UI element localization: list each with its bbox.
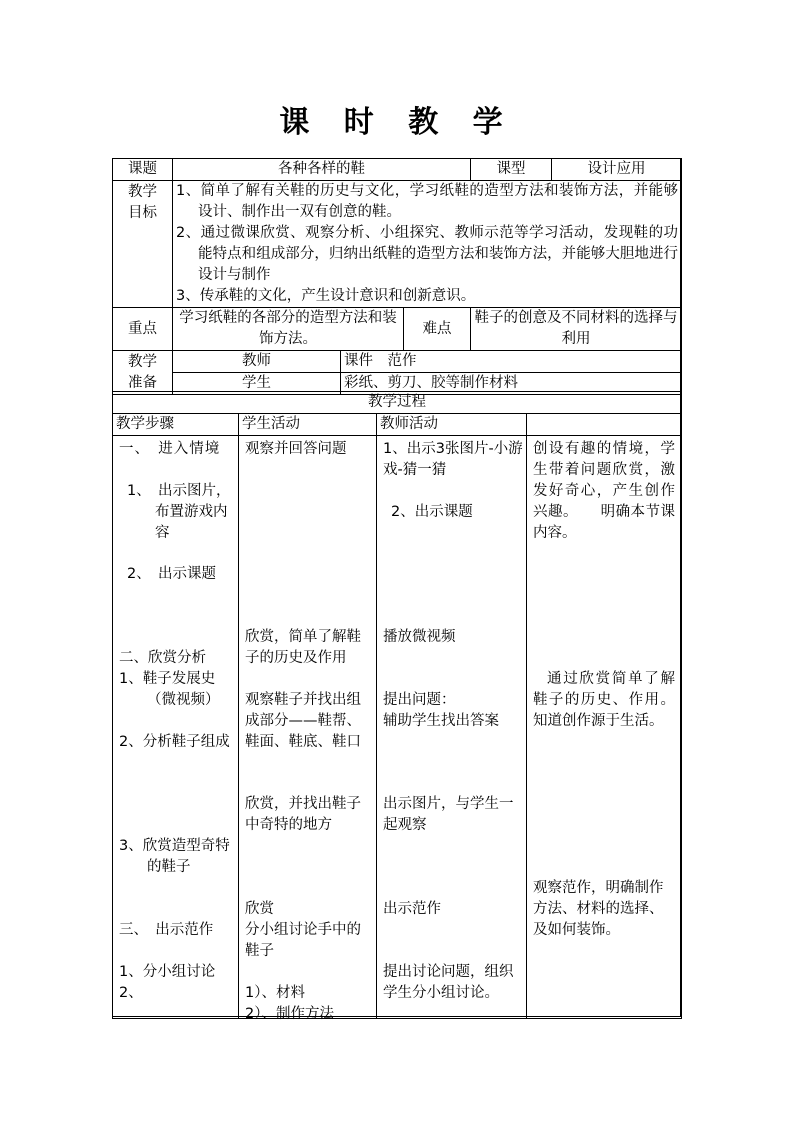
goal-item: 3、传承鞋的文化，产生设计意识和创新意识。 xyxy=(176,288,476,304)
header-steps: 教学步骤 xyxy=(113,414,239,436)
teacher-activity: 出示范作 xyxy=(383,901,441,917)
prep-student-value: 彩纸、剪刀、胶等制作材料 xyxy=(341,373,682,395)
step-2: 二、欣赏分析 xyxy=(119,650,206,666)
design-intent: 创设有趣的情境，学生带着问题欣赏，激发好奇心，产生创作兴趣。 明确本节课内容。 xyxy=(533,441,675,541)
topic-label: 课题 xyxy=(113,159,173,181)
teacher-activity: 2、出示课题 xyxy=(391,504,473,520)
student-activity: 欣赏，简单了解鞋子的历史及作用 xyxy=(245,629,361,666)
teacher-activity: 辅助学生找出答案 xyxy=(383,713,499,729)
step-1a: 1、 出示图片，布置游戏内容 xyxy=(127,483,231,541)
student-activity: 2）、制作方法 xyxy=(245,1006,334,1022)
key-point-value: 学习纸鞋的各部分的造型方法和装饰方法。 xyxy=(173,308,404,351)
step-1: 一、 进入情境 xyxy=(119,441,221,457)
student-activity: 分小组讨论手中的鞋子 xyxy=(245,922,361,959)
step-2c: 3、欣赏造型奇特的鞋子 xyxy=(119,838,230,875)
step-3a: 1、分小组讨论 xyxy=(119,964,216,980)
lesson-info-table xyxy=(112,158,682,395)
step-2b: 2、分析鞋子组成 xyxy=(119,734,230,750)
header-intent xyxy=(527,414,682,436)
header-student: 学生活动 xyxy=(239,414,377,436)
goals-label: 教学 目标 xyxy=(113,181,173,308)
difficult-point-value: 鞋子的创意及不同材料的选择与利用 xyxy=(471,308,682,351)
prep-label: 教学 准备 xyxy=(113,351,173,395)
type-value: 设计应用 xyxy=(552,159,682,181)
student-activity: 观察并回答问题 xyxy=(245,441,347,457)
student-activity: 1）、材料 xyxy=(245,985,305,1001)
intent-column xyxy=(527,436,682,1019)
teacher-activity: 播放微视频 xyxy=(383,629,456,645)
prep-teacher-label: 教师 xyxy=(173,351,341,373)
student-activity: 欣赏，并找出鞋子中奇特的地方 xyxy=(245,796,361,833)
teacher-column xyxy=(377,436,527,1019)
step-3b: 2、 xyxy=(119,985,143,1001)
teacher-activity: 提出讨论问题，组织学生分小组讨论。 xyxy=(383,964,514,1001)
prep-teacher-value: 课件 范作 xyxy=(341,351,682,373)
page-title: 课 时 教 学 xyxy=(279,105,515,140)
goals-content xyxy=(173,181,682,308)
process-title: 教学过程 xyxy=(113,392,682,414)
student-activity: 欣赏 xyxy=(245,901,274,917)
goal-item: 1、简单了解有关鞋的历史与文化，学习纸鞋的造型方法和装饰方法，并能够设计、制作出一双有创意的鞋。 xyxy=(176,183,679,220)
type-label: 课型 xyxy=(471,159,552,181)
key-point-label: 重点 xyxy=(113,308,173,351)
design-intent: 观察范作，明确制作方法、材料的选择、及如何装饰。 xyxy=(533,880,664,938)
student-column xyxy=(239,436,377,1022)
step-1b: 2、 出示课题 xyxy=(127,566,216,582)
design-intent: 通过欣赏简单了解鞋子的历史、作用。知道创作源于生活。 xyxy=(533,671,675,729)
process-table xyxy=(112,391,682,1022)
teacher-activity: 提出问题： xyxy=(383,692,456,708)
header-teacher: 教师活动 xyxy=(377,414,527,436)
topic-value: 各种各样的鞋 xyxy=(173,159,471,181)
step-2a: 1、鞋子发展史（微视频） xyxy=(119,671,220,708)
teacher-activity: 出示图片，与学生一起观察 xyxy=(383,796,514,833)
steps-column xyxy=(113,436,239,1019)
student-activity: 观察鞋子并找出组成部分——鞋帮、鞋面、鞋底、鞋口 xyxy=(245,692,361,750)
difficult-point-label: 难点 xyxy=(404,308,471,351)
prep-student-label: 学生 xyxy=(173,373,341,395)
step-3: 三、 出示范作 xyxy=(119,922,214,938)
goal-item: 2、通过微课欣赏、观察分析、小组探究、教师示范等学习活动，发现鞋的功能特点和组成部分，归纳出纸鞋的造型方法和装饰方法，并能够大胆地进行设计与制作 xyxy=(176,225,679,283)
teacher-activity: 1、出示3张图片-小游戏-猜一猜 xyxy=(383,441,523,478)
